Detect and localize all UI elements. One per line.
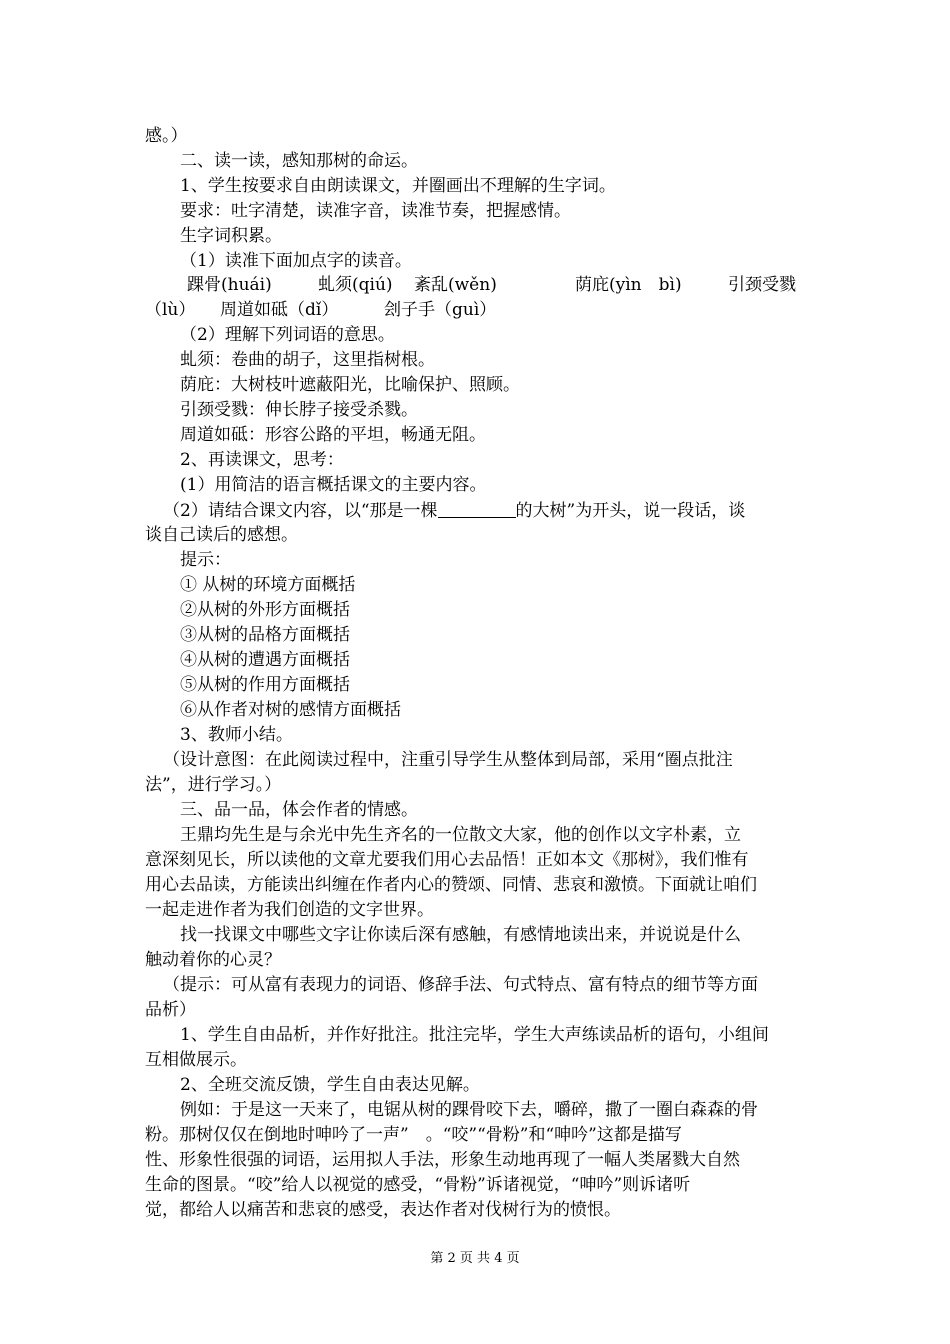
paragraph-line: 粉。那树仅仅在倒地时呻吟了一声” 。“咬”“骨粉”和“呻吟”这都是描写 (145, 1125, 682, 1145)
paragraph-line: 用心去品读，方能读出纠缠在作者内心的赞颂、同情、悲哀和激愤。下面就让咱们 (145, 875, 757, 895)
question-text: （2）请结合课文内容，以“那是一棵 (163, 501, 438, 521)
pinyin-word: 引颈受戮 (728, 275, 796, 295)
page-footer: 第 2 页 共 4 页 (430, 1251, 520, 1266)
text-line: 要求：吐字清楚，读准字音，读准节奏，把握感情。 (180, 201, 571, 221)
text-line: 感。） (145, 126, 188, 146)
hint-item: ③从树的品格方面概括 (180, 625, 350, 645)
hint-item: ②从树的外形方面概括 (180, 600, 350, 620)
text-line: (1）用简洁的语言概括课文的主要内容。 (180, 475, 487, 495)
paragraph-line: 触动着你的心灵？ (145, 950, 281, 970)
pinyin-word: 荫庇(yìn bì) (575, 275, 682, 295)
text-line: 虬须：卷曲的胡子，这里指树根。 (180, 350, 435, 370)
text-line: 荫庇：大树枝叶遮蔽阳光，比喻保护、照顾。 (180, 375, 520, 395)
hint-item: ⑥从作者对树的感情方面概括 (180, 700, 401, 720)
hint-item: ④从树的遭遇方面概括 (180, 650, 350, 670)
paragraph-line: 一起走进作者为我们创造的文字世界。 (145, 900, 434, 920)
design-note: （设计意图：在此阅读过程中，注重引导学生从整体到局部，采用“圈点批注 (163, 750, 733, 770)
text-line: 1、学生按要求自由朗读课文，并圈画出不理解的生字词。 (180, 176, 616, 196)
paragraph-line: 觉，都给人以痛苦和悲哀的感受，表达作者对伐树行为的愤恨。 (145, 1200, 621, 1220)
text-line: （2）理解下列词语的意思。 (180, 325, 395, 345)
text-line: 谈自己读后的感想。 (145, 525, 298, 545)
text-line: 3、教师小结。 (180, 725, 293, 745)
paragraph-line: （提示：可从富有表现力的词语、修辞手法、句式特点、富有特点的细节等方面 (163, 975, 758, 995)
hint-item: ① 从树的环境方面概括 (180, 575, 356, 595)
text-line: 生字词积累。 (180, 226, 282, 246)
section-heading: 二、读一读，感知那树的命运。 (180, 151, 418, 171)
pinyin-word: 周道如砥（dǐ） (220, 300, 339, 320)
question-text: 的大树”为开头，说一段话，谈 (515, 501, 746, 521)
paragraph-line: 王鼎均先生是与余光中先生齐名的一位散文大家，他的创作以文字朴素，立 (180, 825, 741, 845)
paragraph-line: 2、全班交流反馈，学生自由表达见解。 (180, 1075, 480, 1095)
text-line: 引颈受戮：伸长脖子接受杀戮。 (180, 400, 418, 420)
text-line: 周道如砥：形容公路的平坦，畅通无阻。 (180, 425, 486, 445)
paragraph-line: 性、形象性很强的词语，运用拟人手法，形象生动地再现了一幅人类屠戮大自然 (145, 1150, 740, 1170)
paragraph-line: 找一找课文中哪些文字让你读后深有感触，有感情地读出来，并说说是什么 (180, 925, 741, 945)
text-line: （1）读准下面加点字的读音。 (180, 251, 412, 271)
paragraph-line: 1、学生自由品析，并作好批注。批注完毕，学生大声练读品析的语句，小组间 (180, 1025, 769, 1045)
question-line (163, 500, 745, 522)
paragraph-line: 品析） (145, 1000, 196, 1020)
paragraph-line: 例如：于是这一天来了，电锯从树的踝骨咬下去，嚼碎，撒了一圈白森森的骨 (180, 1100, 758, 1120)
pinyin-word: 虬须(qiú) (318, 275, 393, 295)
pinyin-word: 紊乱(wěn) (414, 275, 497, 295)
hint-label: 提示： (180, 550, 231, 570)
paragraph-line: 互相做展示。 (145, 1050, 247, 1070)
design-note: 法”，进行学习。） (145, 775, 282, 795)
section-heading: 三、品一品，体会作者的情感。 (180, 800, 418, 820)
paragraph-line: 生命的图景。“咬”给人以视觉的感受，“骨粉”诉诸视觉，“呻吟”则诉诸听 (145, 1175, 691, 1195)
fill-blank (438, 501, 516, 518)
pinyin-word: 踝骨(huái) (187, 275, 272, 295)
hint-item: ⑤从树的作用方面概括 (180, 675, 350, 695)
pinyin-word: （lù） (145, 300, 196, 320)
text-line: 2、再读课文，思考： (180, 450, 344, 470)
paragraph-line: 意深刻见长，所以读他的文章尤要我们用心去品悟！正如本文《那树》，我们惟有 (145, 850, 749, 870)
pinyin-word: 刽子手（guì） (384, 300, 497, 320)
